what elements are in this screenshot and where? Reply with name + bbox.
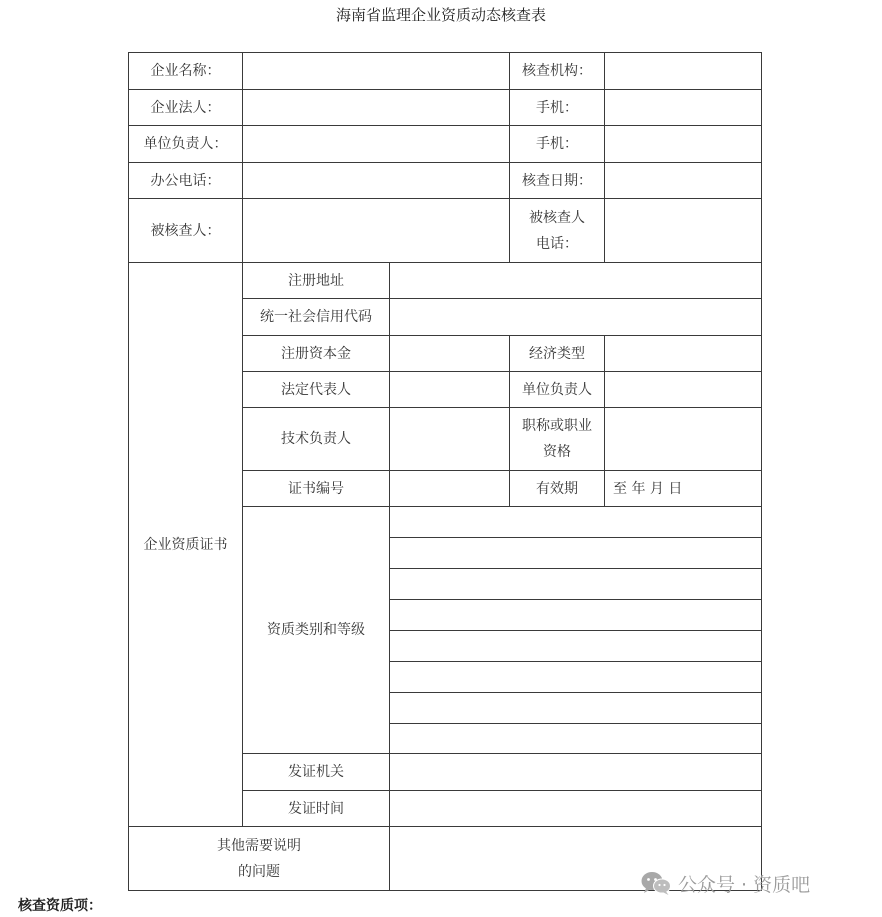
qual-category-entry[interactable]: [390, 631, 762, 662]
unit-head-field[interactable]: [243, 126, 510, 163]
inspectee-label: 被核查人：: [129, 199, 243, 263]
inspection-form-table: [128, 52, 762, 891]
issue-time-field[interactable]: [390, 791, 762, 827]
qual-category-entry[interactable]: [390, 662, 762, 693]
issue-time-label: 发证时间: [243, 791, 390, 827]
company-name-field[interactable]: [243, 53, 510, 90]
unit-head-label: 单位负责人：: [129, 126, 243, 163]
qual-category-entry[interactable]: [390, 507, 762, 538]
inspection-org-field[interactable]: [605, 53, 762, 90]
tech-head-field[interactable]: [390, 408, 510, 471]
inspectee-phone-field[interactable]: [605, 199, 762, 263]
watermark-text: 公众号 · 资质吧: [678, 873, 811, 896]
company-name-label: 企业名称：: [129, 53, 243, 90]
reg-address-label: 注册地址: [243, 263, 390, 299]
office-phone-field[interactable]: [243, 163, 510, 199]
title-qual-label-line2: 资格: [543, 444, 571, 460]
reg-capital-label: 注册资本金: [243, 336, 390, 372]
validity-field[interactable]: 至 年 月 日: [605, 471, 762, 507]
qual-category-entry[interactable]: [390, 600, 762, 631]
title-qual-label-line1: 职称或职业: [522, 418, 592, 434]
issuing-authority-label: 发证机关: [243, 754, 390, 791]
title-qual-field[interactable]: [605, 408, 762, 471]
reg-address-field[interactable]: [390, 263, 762, 299]
legal-person-phone-field[interactable]: [605, 90, 762, 126]
qual-category-entry[interactable]: [390, 693, 762, 724]
legal-rep-field[interactable]: [390, 372, 510, 408]
inspectee-phone-label: [510, 199, 605, 263]
reg-capital-field[interactable]: [390, 336, 510, 372]
qual-category-entry[interactable]: [390, 724, 762, 754]
econ-type-field[interactable]: [605, 336, 762, 372]
unit-head-phone-field[interactable]: [605, 126, 762, 163]
qual-category-entry[interactable]: [390, 569, 762, 600]
inspection-org-label: 核查机构：: [510, 53, 605, 90]
legal-person-label: 企业法人：: [129, 90, 243, 126]
qual-category-label: 资质类别和等级: [243, 507, 390, 754]
title-qual-label: [510, 408, 605, 471]
wechat-icon: [640, 870, 672, 896]
inspectee-phone-label-line2: 电话：: [536, 235, 578, 252]
cert-no-field[interactable]: [390, 471, 510, 507]
other-notes-label: [129, 827, 390, 891]
cert-no-label: 证书编号: [243, 471, 390, 507]
watermark: [640, 868, 810, 898]
page-title: 海南省监理企业资质动态核查表: [335, 6, 546, 24]
validity-label: 有效期: [510, 471, 605, 507]
qual-category-entry[interactable]: [390, 538, 762, 569]
legal-person-phone-label: 手机：: [510, 90, 605, 126]
cert-unit-head-label: 单位负责人: [510, 372, 605, 408]
office-phone-label: 办公电话：: [129, 163, 243, 199]
unit-head-phone-label: 手机：: [510, 126, 605, 163]
tech-head-label: 技术负责人: [243, 408, 390, 471]
inspectee-field[interactable]: [243, 199, 510, 263]
cert-unit-head-field[interactable]: [605, 372, 762, 408]
footer-label: 核查资质项：: [18, 898, 102, 914]
legal-rep-label: 法定代表人: [243, 372, 390, 408]
credit-code-label: 统一社会信用代码: [243, 299, 390, 336]
other-notes-label-line2: 的问题: [238, 863, 280, 880]
certificate-section-label: 企业资质证书: [129, 263, 243, 827]
inspectee-phone-label-line1: 被核查人: [529, 209, 585, 226]
legal-person-field[interactable]: [243, 90, 510, 126]
econ-type-label: 经济类型: [510, 336, 605, 372]
issuing-authority-field[interactable]: [390, 754, 762, 791]
inspection-date-field[interactable]: [605, 163, 762, 199]
inspection-date-label: 核查日期：: [510, 163, 605, 199]
credit-code-field[interactable]: [390, 299, 762, 336]
other-notes-label-line1: 其他需要说明: [217, 837, 301, 854]
